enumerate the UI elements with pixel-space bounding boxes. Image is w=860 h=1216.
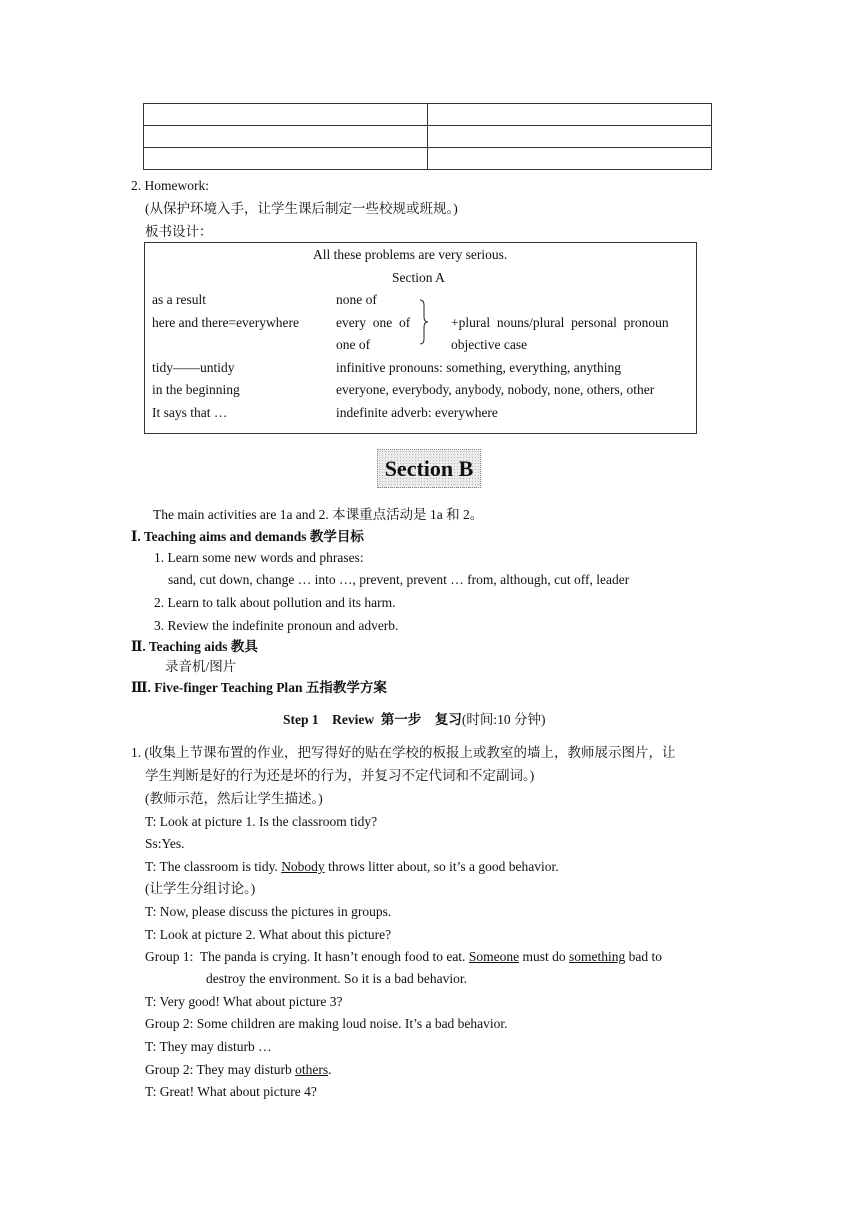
dialog-line: T: Look at picture 2. What about this picture? bbox=[145, 927, 392, 942]
dialog-line bbox=[145, 860, 559, 874]
plan-heading: Ⅲ. Five-finger Teaching Plan 五指教学方案 bbox=[131, 680, 387, 695]
dialog-text: Group 2: They may disturb bbox=[145, 1062, 296, 1077]
aim-item: 2. Learn to talk about pollution and its harm. bbox=[154, 595, 396, 610]
intro-text: The main activities are 1a and 2. 本课重点活动是 1a 和 2。 bbox=[153, 507, 484, 522]
board-phrase: here and there=everywhere bbox=[152, 315, 300, 330]
board-subtitle: Section A bbox=[392, 270, 445, 285]
table-row bbox=[144, 126, 712, 148]
aim-item: 3. Review the indefinite pronoun and adverb. bbox=[154, 618, 399, 633]
aim-item-detail: sand, cut down, change … into …, prevent, prevent … from, although, cut off, leader bbox=[168, 572, 630, 587]
dialog-line: Group 2: Some children are making loud noise. It’s a bad behavior. bbox=[145, 1016, 508, 1031]
board-phrase: as a result bbox=[152, 292, 206, 307]
instruction-line: 1. (收集上节课布置的作业，把写得好的贴在学校的板报上或教室的墙上，教师展示图片，让 bbox=[131, 745, 676, 760]
table-cell bbox=[428, 126, 712, 148]
dialog-line: Ss:Yes. bbox=[145, 836, 185, 851]
aims-heading: Ⅰ. Teaching aims and demands 教学目标 bbox=[131, 529, 364, 544]
table-row bbox=[144, 104, 712, 126]
homework-heading: 2. Homework: bbox=[131, 178, 209, 193]
dialog-line: T: Now, please discuss the pictures in groups. bbox=[145, 904, 392, 919]
board-rule: objective case bbox=[451, 337, 528, 352]
teacher-note: (让学生分组讨论。) bbox=[145, 881, 256, 896]
board-pronoun-group: one of bbox=[336, 337, 371, 352]
section-title-text: Section B bbox=[384, 455, 474, 481]
instruction-line: 学生判断是好的行为还是坏的行为，并复习不定代词和不定副词。) bbox=[145, 768, 535, 783]
empty-table bbox=[143, 103, 712, 170]
dialog-line: T: Look at picture 1. Is the classroom tidy? bbox=[145, 814, 378, 829]
aids-content: 录音机/图片 bbox=[165, 659, 237, 674]
board-phrase: tidy——untidy bbox=[152, 360, 235, 375]
dialog-text: throws litter about, so it’s a good behavior. bbox=[324, 859, 559, 874]
dialog-text: Group 1: The panda is crying. It hasn’t enough food to eat. bbox=[145, 949, 469, 964]
section-title bbox=[377, 449, 481, 488]
dialog-line bbox=[145, 1063, 331, 1077]
dialog-line: T: Very good! What about picture 3? bbox=[145, 994, 343, 1009]
teacher-note: (教师示范，然后让学生描述。) bbox=[145, 791, 323, 806]
board-title: All these problems are very serious. bbox=[313, 247, 508, 262]
underlined-word: Someone bbox=[468, 949, 520, 964]
table-cell bbox=[144, 104, 428, 126]
underlined-word: others bbox=[295, 1062, 329, 1077]
dialog-line bbox=[145, 950, 662, 964]
dialog-text: . bbox=[328, 1062, 332, 1077]
dialog-line: T: They may disturb … bbox=[145, 1039, 272, 1054]
dialog-text: bad to bbox=[625, 949, 662, 964]
step-title-label: Step 1 Review 第一步 复习 bbox=[283, 712, 462, 727]
aids-heading: Ⅱ. Teaching aids 教具 bbox=[131, 639, 258, 654]
dialog-text: T: The classroom is tidy. bbox=[145, 859, 282, 874]
table-row bbox=[144, 148, 712, 170]
curly-brace-icon bbox=[419, 299, 429, 345]
dialog-line: destroy the environment. So it is a bad behavior. bbox=[206, 971, 467, 986]
table-cell bbox=[144, 148, 428, 170]
board-phrase: It says that … bbox=[152, 405, 228, 420]
table-cell bbox=[428, 104, 712, 126]
board-pronoun-group: none of bbox=[336, 292, 377, 307]
step-time: (时间:10 分钟) bbox=[461, 712, 546, 727]
step-title bbox=[283, 713, 546, 727]
aim-item: 1. Learn some new words and phrases: bbox=[154, 550, 364, 565]
dialog-text: must do bbox=[519, 949, 569, 964]
underlined-word: something bbox=[568, 949, 626, 964]
underlined-word: Nobody bbox=[281, 859, 325, 874]
board-phrase: in the beginning bbox=[152, 382, 240, 397]
table-cell bbox=[144, 126, 428, 148]
dialog-line: T: Great! What about picture 4? bbox=[145, 1084, 317, 1099]
table-cell bbox=[428, 148, 712, 170]
board-design-label: 板书设计： bbox=[145, 224, 213, 239]
board-line: indefinite adverb: everywhere bbox=[336, 405, 498, 420]
board-pronoun-group: every one of bbox=[336, 315, 411, 330]
board-line: infinitive pronouns: something, everything, anything bbox=[336, 360, 621, 375]
board-rule: +plural nouns/plural personal pronoun bbox=[451, 315, 669, 330]
homework-note: (从保护环境入手，让学生课后制定一些校规或班规。) bbox=[145, 201, 458, 216]
board-line: everyone, everybody, anybody, nobody, none, others, other bbox=[336, 382, 655, 397]
